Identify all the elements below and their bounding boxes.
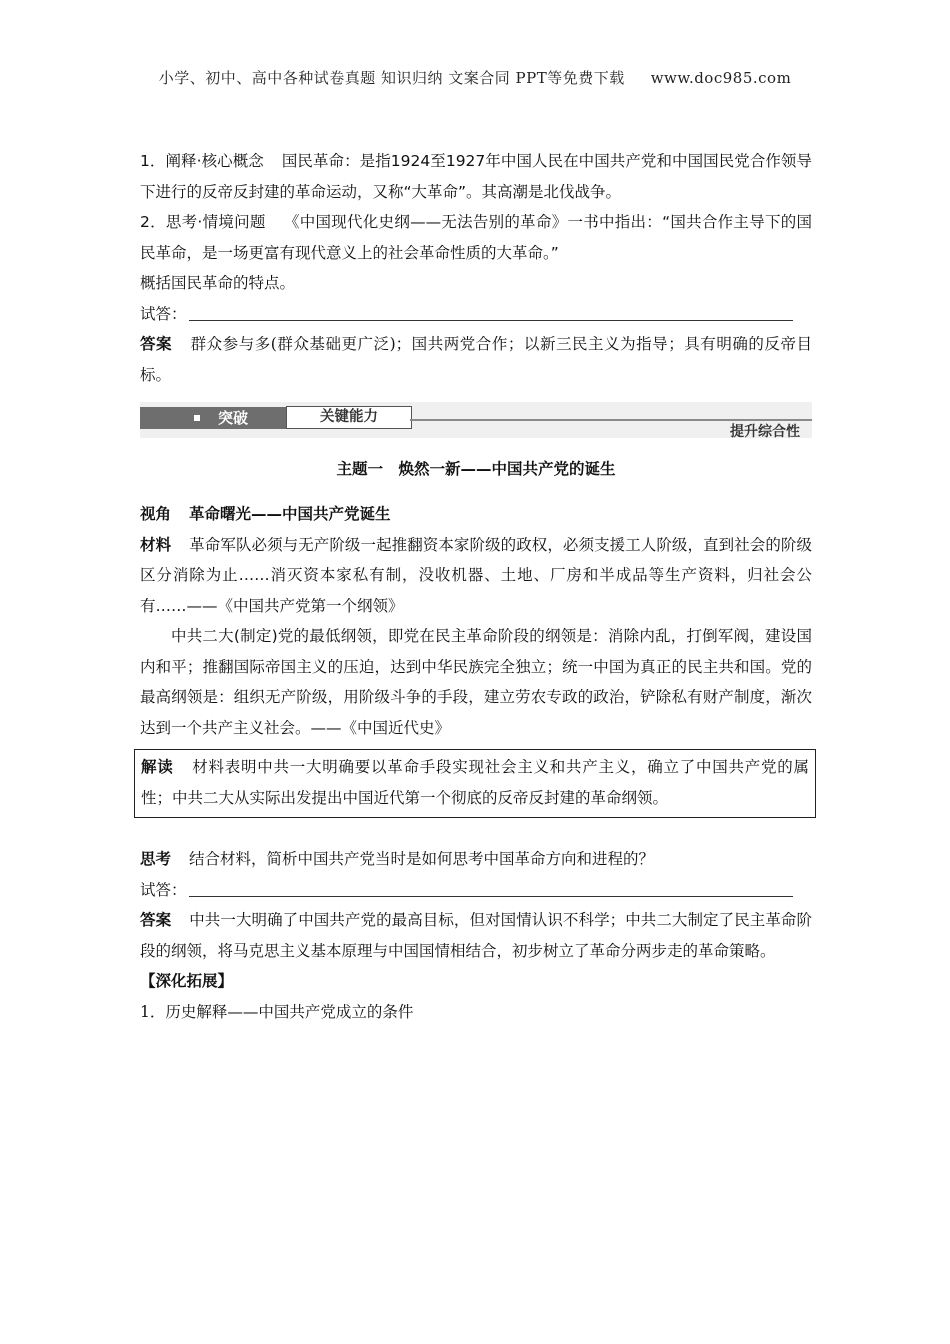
question-2 — [140, 207, 812, 268]
q1-text: 国民革命：是指1924至1927年中国人民在中国共产党和中国国民党合作领导下进行的反帝反封建的革命运动，又称“大革命”。其高潮是北伐战争。 — [140, 152, 812, 201]
angle-label: 视角 — [140, 505, 172, 523]
think-text: 结合材料，简析中国共产党当时是如何思考中国革命方向和进程的？ — [189, 850, 655, 868]
reading-text: 材料表明中共一大明确要以革命手段实现社会主义和共产主义，确立了中国共产党的属性；中共二大从实际出发提出中国近代第一个彻底的反帝反封建的革命纲领。 — [141, 758, 809, 807]
q2-answer-line[interactable] — [189, 302, 793, 321]
content — [140, 146, 812, 1027]
banner-left: 突破 — [140, 407, 286, 429]
think-answer-label: 答案 — [140, 911, 172, 929]
section-banner — [140, 402, 812, 438]
think-answer-text: 中共一大明确了中国共产党的最高目标，但对国情认识不科学；中共二大制定了民主革命阶段的纲领，将马克思主义基本原理与中国国情相结合，初步树立了革命分两步走的革命策略。 — [140, 911, 812, 960]
material-2: 中共二大(制定)党的最低纲领，即党在民主革命阶段的纲领是：消除内乱，打倒军阀，建设国内和平；推翻国际帝国主义的压迫，达到中华民族完全独立；统一中国为真正的民主共和国。党的最高纲领是：组织无产阶级，用阶级斗争的手段，建立劳农专政的政治，铲除私有财产制度，渐次达到一个共产主义社会。——《中国近代史》 — [140, 627, 812, 737]
q2-text: 《中国现代化史纲——无法告别的革命》一书中指出：“国共合作主导下的国民革命，是一场更富有现代意义上的社会革命性质的大革命。” — [140, 213, 812, 262]
square-icon — [194, 415, 200, 421]
q2-try — [140, 299, 812, 330]
banner-middle: 关键能力 — [286, 406, 412, 429]
question-1 — [140, 146, 812, 207]
banner-right: 提升综合性 — [730, 424, 800, 440]
think-label: 思考 — [140, 850, 172, 868]
page-header — [0, 67, 950, 88]
q2-answer-label: 答案 — [140, 335, 173, 353]
q2-answer — [140, 329, 812, 390]
q2-prompt: 概括国民革命的特点。 — [140, 274, 296, 292]
theme-title: 主题一 焕然一新——中国共产党的诞生 — [336, 459, 616, 478]
think-answer-line[interactable] — [189, 878, 793, 897]
material-1-text: 革命军队必须与无产阶级一起推翻资本家阶级的政权，必须支援工人阶级，直到社会的阶级区分消除为止……消灭资本家私有制，没收机器、土地、厂房和半成品等生产资料，归社会公有……——《中国共产党第一个纲领》 — [140, 535, 812, 615]
header-site[interactable]: www.doc985.com — [650, 69, 792, 87]
material-label: 材料 — [140, 535, 172, 554]
think-try — [140, 875, 812, 906]
think-try-label: 试答： — [140, 880, 187, 899]
theme-angle — [140, 499, 812, 530]
reading-box — [134, 749, 816, 818]
q2-label: 2．思考·情境问题 — [140, 213, 266, 231]
header-text: 小学、初中、高中各种试卷真题 知识归纳 文案合同 PPT等免费下载 — [158, 69, 625, 87]
extend-heading: 【深化拓展】 — [140, 972, 234, 990]
extend-item: 1．历史解释——中国共产党成立的条件 — [140, 1002, 414, 1021]
think-answer — [140, 905, 812, 966]
reading — [141, 752, 809, 813]
material-1 — [140, 530, 812, 622]
q2-answer-text: 群众参与多(群众基础更广泛)；国共两党合作；以新三民主义为指导；具有明确的反帝目标。 — [140, 335, 812, 384]
think — [140, 844, 812, 875]
reading-label: 解读 — [141, 758, 174, 776]
q2-try-label: 试答： — [140, 304, 187, 323]
q1-label: 1．阐释·核心概念 — [140, 152, 264, 170]
angle-text: 革命曙光——中国共产党诞生 — [189, 505, 391, 523]
